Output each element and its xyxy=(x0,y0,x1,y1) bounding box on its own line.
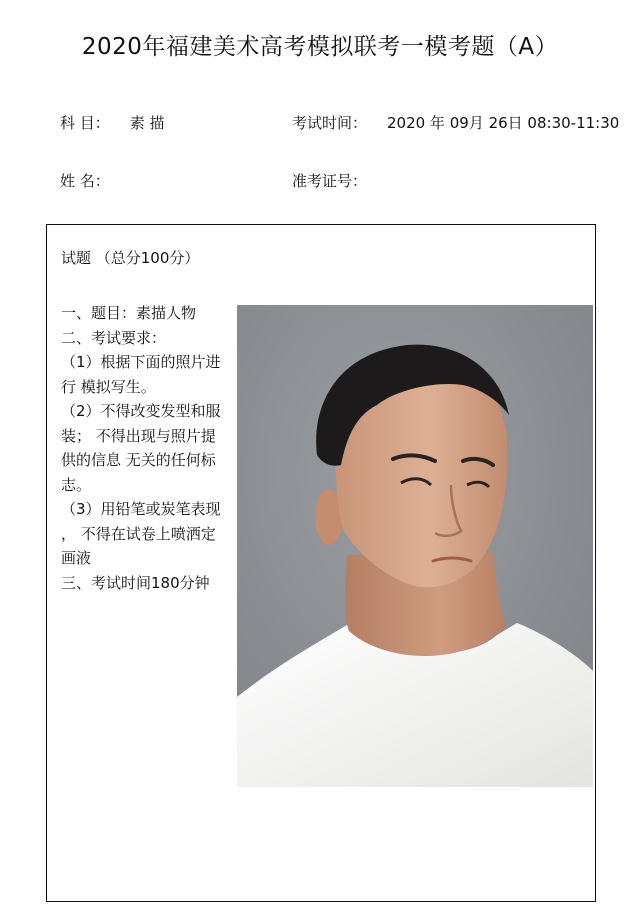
requirement-line: 志。 xyxy=(61,475,92,494)
requirement-line: 行 模拟写生。 xyxy=(61,377,156,396)
exam-time-value: 2020 年 09月 26日 08:30-11:30 xyxy=(387,114,620,132)
exam-time-label: 考试时间： xyxy=(292,114,368,132)
portrait-illustration xyxy=(237,305,593,787)
requirement-line: （2）不得改变发型和服 xyxy=(61,402,221,420)
requirement-line: 二、考试要求： xyxy=(61,328,167,347)
exam-content-box xyxy=(46,224,596,902)
exam-time-field xyxy=(292,112,619,133)
exam-requirements xyxy=(61,301,231,595)
requirement-line: 供的信息 无关的任何标 xyxy=(61,451,216,469)
subject-value: 素 描 xyxy=(129,114,165,132)
portrait-photo xyxy=(237,305,593,787)
admission-number-field xyxy=(292,170,367,191)
requirement-line: 三、考试时间180分钟 xyxy=(61,573,210,592)
subject-label: 科 目： xyxy=(60,114,110,132)
requirement-line: 一、题目：素描人物 xyxy=(61,304,197,322)
requirement-line: 装； 不得出现与照片提 xyxy=(61,426,216,445)
requirement-line: ， 不得在试卷上喷洒定 xyxy=(61,524,216,543)
name-label: 姓 名： xyxy=(60,172,110,190)
name-field xyxy=(60,170,110,191)
requirement-line: （1）根据下面的照片进 xyxy=(61,353,221,371)
document-title: 2020年福建美术高考模拟联考一模考题（A） xyxy=(81,34,559,60)
subject-field xyxy=(60,112,165,133)
requirement-line: （3）用铅笔或炭笔表现 xyxy=(61,500,221,518)
exam-heading: 试题 （总分100分） xyxy=(61,249,200,267)
requirement-line: 画液 xyxy=(61,549,92,567)
admission-number-label: 准考证号： xyxy=(292,172,368,190)
